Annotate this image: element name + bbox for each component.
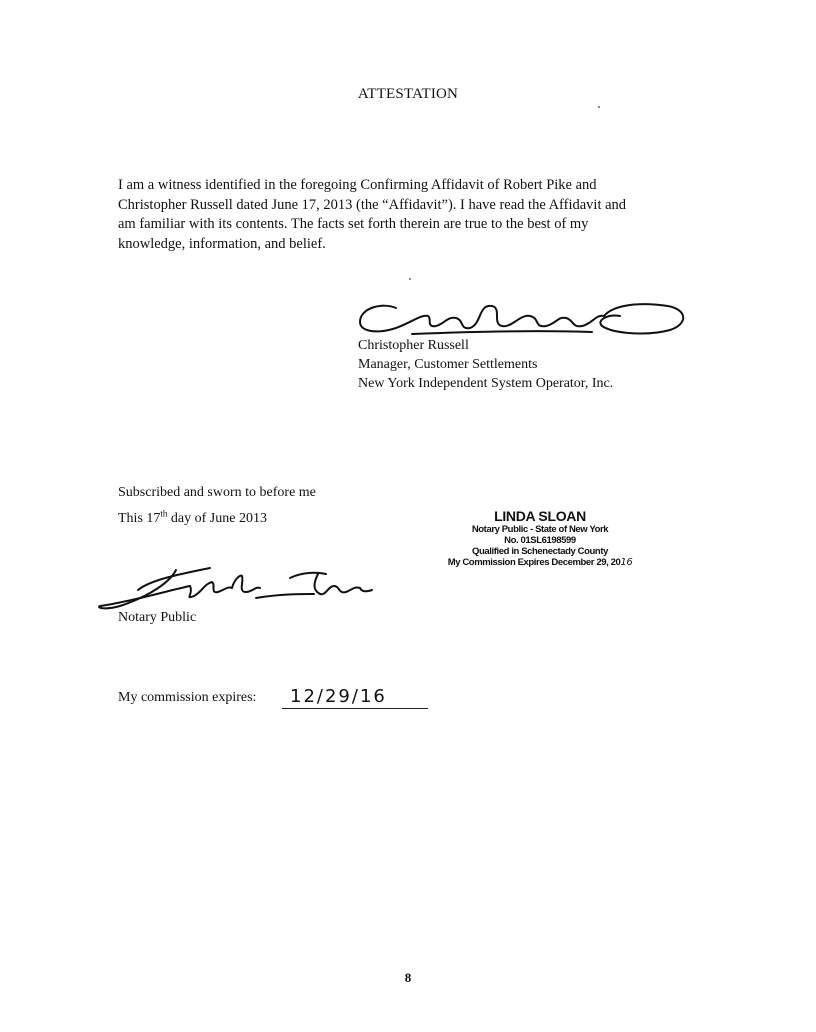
attestation-paragraph xyxy=(118,176,698,254)
notary-signature xyxy=(90,560,380,616)
scan-speck xyxy=(409,278,411,280)
paragraph-line: knowledge, information, and belief. xyxy=(118,235,326,252)
notary-stamp-line: Qualified in Schenectady County xyxy=(472,546,608,557)
notary-stamp xyxy=(410,508,670,568)
paragraph-line: Christopher Russell dated June 17, 2013 (the “Affidavit”). I have read the Affidavit and xyxy=(118,196,627,213)
page-number: 8 xyxy=(404,970,412,985)
notary-stamp-line: No. 01SL6198599 xyxy=(504,535,576,546)
commission-expires-handwritten-date: 12/29/16 xyxy=(290,686,387,707)
notary-public-label: Notary Public xyxy=(118,610,197,625)
signatory-name: Christopher Russell xyxy=(358,338,469,353)
paragraph-line: am familiar with its contents. The facts set forth therein are true to the best of my xyxy=(118,216,589,232)
scan-speck xyxy=(598,106,600,108)
signatory-block xyxy=(358,336,613,393)
notary-stamp-expiry-printed: My Commission Expires December 29, 20 xyxy=(447,557,621,568)
commission-expires-line xyxy=(282,708,428,709)
jurat-month-year: day of June 2013 xyxy=(167,511,267,526)
jurat-block xyxy=(118,480,316,532)
jurat-day-suffix: th xyxy=(160,508,168,519)
notary-stamp-line: Notary Public - State of New York xyxy=(471,524,609,535)
jurat-date-line xyxy=(118,506,316,532)
notary-stamp-expiry-handwritten: 16 xyxy=(620,557,633,568)
paragraph-line: I am a witness identified in the foregoing Confirming Affidavit of Robert Pike and xyxy=(118,177,597,193)
document-title: ATTESTATION xyxy=(357,86,459,102)
signatory-title: Manager, Customer Settlements xyxy=(358,357,538,372)
commission-expires-label: My commission expires: xyxy=(118,690,257,705)
notary-stamp-expiry xyxy=(410,557,670,568)
notary-stamp-name: LINDA SLOAN xyxy=(494,508,586,524)
jurat-line: Subscribed and sworn to before me xyxy=(118,485,316,500)
signatory-organization: New York Independent System Operator, Inc. xyxy=(358,376,614,391)
jurat-day: This 17 xyxy=(118,511,161,526)
